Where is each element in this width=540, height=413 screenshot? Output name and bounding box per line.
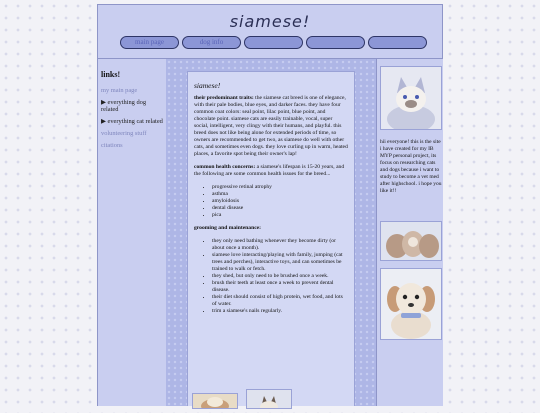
main-panel xyxy=(166,59,376,406)
list-item: • they shed, but only need to be brushed once a week. xyxy=(212,273,348,280)
cat-photo-bottom-1 xyxy=(192,393,238,409)
list-item: • dental disease xyxy=(212,205,348,212)
list-item: • siamese love interacting/playing with family, jumping (cat trees and perches), interactive toys, and can sometimes be trained to walk or fetch. xyxy=(212,252,348,273)
sidebar-item-cat-related[interactable]: ▶ everything cat related xyxy=(101,118,163,125)
page-frame xyxy=(97,4,443,406)
page-heading: siamese! xyxy=(194,81,221,90)
nav-bar xyxy=(120,36,427,50)
list-item: • progressive retinal atrophy xyxy=(212,184,348,191)
nav-button-4[interactable] xyxy=(306,36,365,49)
nav-button-5[interactable] xyxy=(368,36,427,49)
health-paragraph xyxy=(194,164,348,178)
sidebar-item-citations[interactable]: citations xyxy=(101,142,123,149)
list-item: • trim a siamese's nails regularly. xyxy=(212,308,348,315)
list-item: • asthma xyxy=(212,191,348,198)
cat-photo-bottom-2 xyxy=(246,389,292,409)
sidebar-title: links! xyxy=(101,70,121,79)
sidebar-list xyxy=(101,87,164,154)
content-card xyxy=(187,71,355,406)
nav-dog-info-button[interactable]: dog info xyxy=(182,36,241,49)
header xyxy=(98,5,442,59)
grooming-list xyxy=(194,238,348,315)
nav-main-page-button[interactable]: main page xyxy=(120,36,179,49)
dog-photo-bottom xyxy=(380,268,442,340)
list-item: • pica xyxy=(212,212,348,219)
health-text: a siamese's lifespan is 15-20 years, and the following are some common health issues for the breed... xyxy=(194,164,345,177)
sidebar xyxy=(98,59,167,406)
right-sidebar xyxy=(376,59,443,406)
sidebar-item-main-page[interactable]: my main page xyxy=(101,87,138,94)
nav-button-3[interactable] xyxy=(244,36,303,49)
sidebar-item-dog-related[interactable]: ▶ everything dog related xyxy=(101,99,147,113)
list-item: • brush their teeth at least once a week to prevent dental disease. xyxy=(212,280,348,294)
health-list xyxy=(194,184,348,219)
traits-label: their predominant traits: xyxy=(194,95,254,101)
health-label: common health concerns: xyxy=(194,164,256,170)
traits-paragraph xyxy=(194,95,348,158)
list-item: • their diet should consist of high protein, wet food, and lots of water. xyxy=(212,294,348,308)
list-item: • they only need bathing whenever they become dirty (or about once a month). xyxy=(212,238,348,252)
traits-text: the siamese cat breed is one of elegance, with their pale bodies, blue eyes, and darker faces. they have four common coat colors: seal point, lilac point, blue point, and chocolate point. siamese cats are easily trainable, vocal, super social, intelligent, very clingy with their humans, and playful. this breed does not like being alone for extended periods of time, so owners are recommended to get two, as siamese do well with other cats, and sometimes even dogs. they love curling up in warm, heated places, a favorite spot being their owner's lap! xyxy=(194,95,348,157)
about-text: hii everyone! this is the site i have created for my IB MYP personal project, its focus on researching cats and dogs because i want to study to become a vet med after highschool. i hope you like it!! xyxy=(380,139,442,194)
list-item: • amyloidosis xyxy=(212,198,348,205)
dog-photo-middle xyxy=(380,221,442,261)
site-title: siamese! xyxy=(229,12,311,31)
sidebar-item-volunteering[interactable]: volunteering stuff xyxy=(101,130,147,137)
grooming-label: grooming and maintenance: xyxy=(194,225,262,231)
cat-photo-top xyxy=(380,66,442,130)
